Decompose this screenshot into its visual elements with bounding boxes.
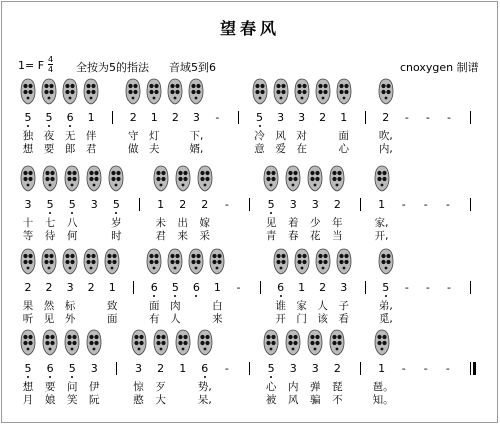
ocarina-fingering-icon [175,165,191,192]
lyric-verse-1: 肉 [170,300,181,312]
lyric-verse-1: 果 [22,300,34,312]
lyric-verse-2: 想 [22,143,34,155]
lyric-verse-1: 家 [296,300,307,312]
lyric-verse-1: 出 [177,217,188,229]
lyric-verse-2: 开 [275,313,286,325]
lyric-verse-2: 待 [44,230,56,242]
lyric-verse-1: 面 [338,130,349,142]
lyric-verse-1: 人 [317,300,328,312]
bar-line [360,198,361,211]
ocarina-fingering-icon [20,78,36,105]
lyric-verse-2: 等 [22,230,34,242]
note-extension: - [445,198,450,211]
lyric-verse-2: 来 [212,313,223,325]
ocarina-fingering-icon [315,78,331,105]
ocarina-fingering-icon [378,248,394,275]
note-number: 3 [340,281,348,294]
credit: cnoxygen 制谱 [400,61,479,74]
ocarina-fingering-icon [146,78,162,105]
bar-line [360,362,361,375]
lyric-verse-2: 时 [111,230,122,242]
song-title: 望春风 [219,19,280,38]
lyric-verse-1: 灯 [149,130,160,142]
lyric-verse-1: 八 [66,217,78,229]
note-number: 1 [150,111,158,124]
ocarina-fingering-icon [108,165,124,192]
bar-line [365,111,366,124]
note-number: 2 [319,111,327,124]
note-number: 2 [201,198,209,211]
lyric-verse-2: 外 [64,313,76,325]
bar-line [133,281,134,294]
ocarina-fingering-icon [263,329,279,356]
lyric-verse-2: 憨 [133,394,144,406]
lyric-verse-2: 内, [378,143,393,155]
lyric-verse-2: 大 [155,394,166,406]
note-number: 3 [90,362,98,375]
time-signature [48,55,53,74]
lyric-verse-1: 惊 [133,381,144,393]
note-number: 2 [157,362,165,375]
lyric-verse-2: 郎 [64,143,76,155]
lyric-verse-2: 知。 [372,394,394,406]
bar-line [260,281,261,294]
lyric-verse-2: 人 [170,313,181,325]
note-number: 3 [24,198,32,211]
range-note: 音域5到6 [169,61,216,74]
ocarina-fingering-icon [20,329,36,356]
bar-line [470,362,471,375]
lyric-verse-1: 风 [275,130,286,142]
bar-line [470,198,471,211]
note-number: 5 [68,198,76,211]
lyric-verse-1: 琶。 [372,381,394,393]
note-extension: - [423,362,428,375]
note-number: 6 [192,281,200,294]
note-number: 2 [333,362,341,375]
lyric-verse-1: 着 [287,217,299,229]
lyric-verse-2: 笑 [66,394,78,406]
note-extension: - [404,111,409,124]
lyric-verse-1: 对 [296,130,307,142]
note-number: 2 [171,111,179,124]
lyric-verse-2: 君 [155,230,166,242]
ocarina-fingering-icon [336,248,352,275]
note-extension: - [236,281,241,294]
note-extension: - [445,362,450,375]
bar-line [365,281,366,294]
lyric-verse-2: 呆, [197,394,212,406]
lyric-verse-1: 夜 [43,130,55,142]
lyric-verse-2: 爱 [275,143,286,155]
note-number: 2 [45,281,53,294]
lyric-verse-1: 歹 [155,381,166,393]
fingering-note: 全按为5的指法 [76,61,149,74]
ocarina-fingering-icon [374,165,390,192]
lyric-verse-2: 月 [22,394,34,406]
ocarina-fingering-icon [329,165,345,192]
note-number: 1 [87,111,95,124]
note-number: 3 [277,111,285,124]
ocarina-fingering-icon [62,248,78,275]
lyric-verse-2: 意 [254,143,265,155]
lyric-verse-2: 门 [296,313,307,325]
lyric-verse-1: 琵 [332,381,343,393]
low-octave-dot [280,295,282,297]
lyric-verse-1: 无 [64,130,76,142]
note-number: 2 [179,198,187,211]
lyric-verse-1: 想 [22,381,34,393]
note-number: 3 [135,362,142,375]
lyric-verse-2: 开, [374,230,389,242]
ocarina-fingering-icon [315,248,331,275]
ocarina-fingering-icon [294,78,310,105]
lyric-verse-1: 年 [332,217,343,229]
lyric-verse-1: 标 [64,300,76,312]
lyric-verse-1: 心 [265,381,277,393]
ocarina-fingering-icon [307,329,323,356]
lyric-verse-1: 冷 [254,130,265,142]
ocarina-fingering-icon [20,165,36,192]
ocarina-fingering-icon [64,165,80,192]
low-octave-dot [385,295,387,297]
note-number: 2 [333,198,341,211]
lyric-verse-1: 势, [197,381,212,393]
ocarina-fingering-icon [83,78,99,105]
note-extension: - [224,198,229,211]
note-number: 5 [24,111,32,124]
note-number: 3 [90,198,98,211]
ocarina-fingering-icon [188,248,204,275]
bar-line [470,111,471,124]
bar-line [112,111,113,124]
ocarina-fingering-icon [131,329,147,356]
ocarina-fingering-icon [329,329,345,356]
lyric-verse-1: 伊 [89,381,100,393]
note-number: 5 [171,281,179,294]
note-number: 1 [157,198,165,211]
note-number: 2 [319,281,327,294]
lyric-verse-1: 面 [149,300,160,312]
lyric-verse-2: 采 [199,230,211,242]
note-extension: - [446,281,451,294]
ocarina-fingering-icon [197,165,213,192]
note-number: 6 [201,362,209,375]
lyric-verse-1: 问 [66,381,78,393]
lyric-verse-1: 子 [338,300,349,312]
note-number: 3 [192,111,200,124]
ocarina-fingering-icon [153,329,169,356]
note-number: 5 [112,198,120,211]
note-number: 3 [66,281,74,294]
key-signature: 1= F [18,59,45,72]
note-extension: - [404,281,409,294]
lyric-verse-1: 岁 [111,217,122,229]
low-octave-dot [27,376,29,378]
lyric-verse-1: 白 [212,300,223,312]
note-number: 1 [378,362,386,375]
lyric-verse-1: 未 [155,217,166,229]
note-number: 1 [298,281,306,294]
ocarina-fingering-icon [175,329,191,356]
bar-line [238,111,239,124]
ocarina-fingering-icon [378,78,394,105]
ocarina-fingering-icon [167,78,183,105]
ocarina-fingering-icon [86,329,102,356]
note-number: 2 [24,281,32,294]
note-number: 5 [45,111,53,124]
lyric-verse-2: 春 [287,230,299,242]
note-number: 5 [267,198,275,211]
note-number: 5 [24,362,32,375]
note-number: 3 [311,198,319,211]
note-extension: - [423,198,428,211]
note-number: 1 [340,111,348,124]
ocarina-fingering-icon [285,165,301,192]
bar-line [116,362,117,375]
note-number: 5 [46,198,54,211]
ocarina-fingering-icon [273,78,289,105]
ocarina-fingering-icon [153,165,169,192]
lyric-verse-1: 谁 [275,300,286,312]
ocarina-fingering-icon [20,248,36,275]
bar-line [249,362,250,375]
lyric-verse-2: 当 [332,230,343,242]
ocarina-fingering-icon [336,78,352,105]
lyric-verse-2: 有 [149,313,160,325]
ocarina-fingering-icon [188,78,204,105]
ocarina-fingering-icon [83,248,99,275]
note-number: 6 [277,281,285,294]
note-number: 3 [311,362,319,375]
note-number: 5 [267,362,275,375]
lyric-verse-2: 该 [317,313,328,325]
ocarina-fingering-icon [273,248,289,275]
lyric-verse-1: 嫁 [199,217,211,229]
note-number: 6 [46,362,54,375]
ocarina-fingering-icon [263,165,279,192]
lyric-verse-2: 不 [332,394,343,406]
note-number: 5 [256,111,264,124]
ocarina-fingering-icon [252,78,268,105]
note-extension: - [401,198,406,211]
low-octave-dot [259,125,261,127]
bar-line [139,198,140,211]
ocarina-fingering-icon [64,329,80,356]
ocarina-fingering-icon [294,248,310,275]
lyric-verse-2: 青 [265,230,277,242]
lyric-verse-1: 见 [265,217,277,229]
lyric-verse-2: 做 [127,143,139,155]
low-octave-dot [204,376,206,378]
lyric-verse-1: 弹 [310,381,321,393]
note-number: 1 [213,281,221,294]
lyric-verse-1: 要 [44,381,56,393]
ocarina-fingering-icon [307,165,323,192]
lyric-verse-2: 面 [106,313,118,325]
note-number: 3 [289,198,297,211]
note-number: 3 [289,362,297,375]
ocarina-fingering-icon [41,78,57,105]
lyric-verse-2: 听 [22,313,34,325]
lyric-verse-2: 见 [43,313,55,325]
ocarina-fingering-icon [374,329,390,356]
note-number: 1 [378,198,386,211]
ocarina-fingering-icon [209,248,225,275]
time-sig-top: 4 [48,55,54,64]
lyric-verse-2: 夫 [149,143,160,155]
lyric-verse-1: 七 [44,217,56,229]
time-sig-bottom: 4 [48,65,54,74]
note-extension: - [215,111,220,124]
lyric-verse-1: 吹, [378,130,393,142]
lyric-verse-2: 君 [85,143,97,155]
lyric-verse-2: 阮 [89,394,100,406]
lyric-verse-1: 下, [189,130,204,142]
lyric-verse-2: 被 [265,394,277,406]
note-number: 2 [382,111,390,124]
note-extension: - [425,111,430,124]
lyric-verse-2: 在 [296,143,307,155]
note-extension: - [224,362,229,375]
lyric-verse-2: 看 [338,313,349,325]
lyric-verse-2: 花 [310,230,321,242]
lyric-verse-1: 致 [106,300,118,312]
lyric-verse-2: 要 [43,143,55,155]
lyric-verse-2: 娘 [44,394,56,406]
low-octave-dot [27,125,29,127]
lyric-verse-1: 少 [310,217,321,229]
note-extension: - [401,362,406,375]
lyric-verse-1: 独 [22,130,34,142]
lyric-verse-1: 内 [287,381,299,393]
ocarina-fingering-icon [146,248,162,275]
lyric-verse-1: 然 [43,300,55,312]
note-number: 6 [66,111,74,124]
ocarina-fingering-icon [41,248,57,275]
lyric-verse-2: 觅, [378,313,393,325]
bar-line [249,198,250,211]
note-number: 5 [382,281,390,294]
lyric-verse-2: 心 [338,143,349,155]
lyric-verse-2: 骗 [310,394,321,406]
ocarina-fingering-icon [285,329,301,356]
lyric-verse-2: 风 [287,394,299,406]
note-number: 2 [129,111,137,124]
bar-line [470,281,471,294]
ocarina-fingering-icon [167,248,183,275]
note-number: 1 [108,281,116,294]
lyric-verse-2: 何 [66,230,78,242]
lyric-verse-1: 弟, [378,300,393,312]
note-number: 3 [298,111,306,124]
lyric-verse-2: 来 [177,230,188,242]
ocarina-fingering-icon [42,329,58,356]
note-number: 2 [87,281,95,294]
final-bar-line [473,362,476,375]
ocarina-fingering-icon [197,329,213,356]
note-number: 1 [179,362,187,375]
lyric-verse-1: 伴 [85,130,97,142]
ocarina-fingering-icon [42,165,58,192]
lyric-verse-1: 家, [374,217,389,229]
note-number: 5 [68,362,76,375]
lyric-verse-2: 婿, [189,143,204,155]
note-extension: - [425,281,430,294]
lyric-verse-1: 十 [22,217,34,229]
note-number: 6 [150,281,158,294]
note-extension: - [446,111,451,124]
ocarina-fingering-icon [86,165,102,192]
ocarina-fingering-icon [62,78,78,105]
ocarina-fingering-icon [104,248,120,275]
lyric-verse-1: 守 [127,130,139,142]
ocarina-fingering-icon [125,78,141,105]
